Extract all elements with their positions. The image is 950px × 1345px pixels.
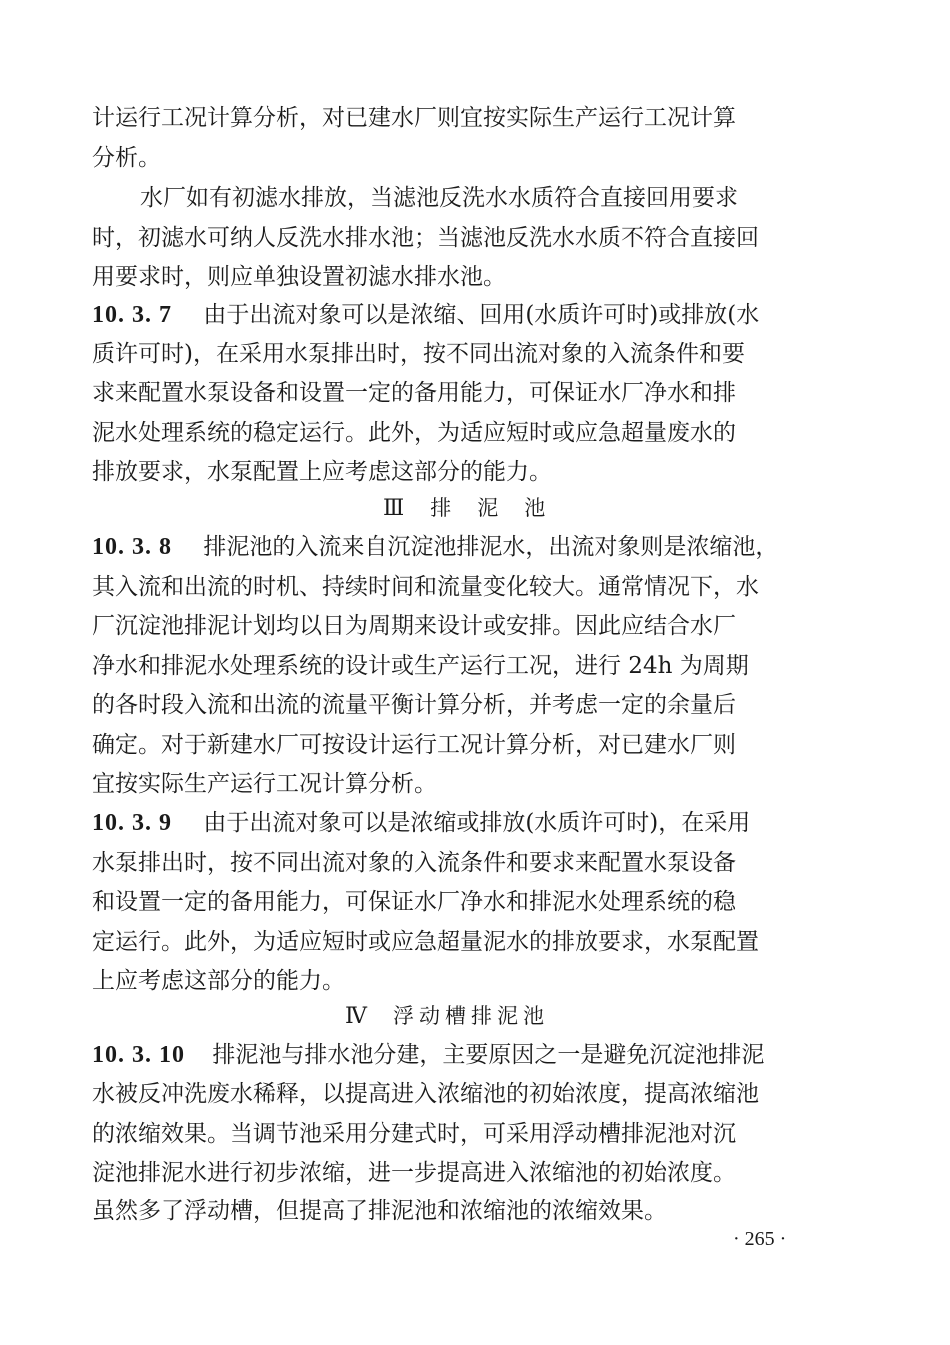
text-line: 定运行。此外，为适应短时或应急超量泥水的排放要求，水泵配置 xyxy=(92,929,759,955)
clause-10-3-10 xyxy=(92,1040,764,1070)
text-line: 净水和排泥水处理系统的设计或生产运行工况，进行 24h 为周期 xyxy=(92,653,749,679)
text-line: 泥水处理系统的稳定运行。此外，为适应短时或应急超量废水的 xyxy=(92,420,736,446)
section-roman-numeral: Ⅳ xyxy=(345,1003,367,1028)
text-line: 排泥池与排水池分建，主要原因之一是避免沉淀池排泥 xyxy=(212,1042,765,1068)
clause-10-3-8 xyxy=(92,532,778,562)
clause-number: 10. 3. 7 xyxy=(92,302,172,328)
text-line: 其入流和出流的时机、持续时间和流量变化较大。通常情况下，水 xyxy=(92,574,759,600)
clause-10-3-9 xyxy=(92,808,750,838)
text-line: 水厂如有初滤水排放，当滤池反洗水水质符合直接回用要求 xyxy=(140,185,738,211)
section-heading-iv xyxy=(345,1001,549,1031)
text-line: 由于出流对象可以是浓缩或排放(水质许可时)，在采用 xyxy=(203,810,751,836)
clause-10-3-7 xyxy=(92,300,759,330)
section-title: 浮动槽排泥池 xyxy=(392,1004,549,1028)
text-line: 水被反冲洗废水稀释，以提高进入浓缩池的初始浓度，提高浓缩池 xyxy=(92,1081,759,1107)
text-line: 上应考虑这部分的能力。 xyxy=(92,968,345,994)
section-title: 排泥池 xyxy=(430,496,572,520)
text-line: 淀池排泥水进行初步浓缩，进一步提高进入浓缩池的初始浓度。 xyxy=(92,1160,736,1186)
text-line: 确定。对于新建水厂可按设计运行工况计算分析，对已建水厂则 xyxy=(92,732,736,758)
clause-number: 10. 3. 9 xyxy=(92,810,172,836)
clause-number: 10. 3. 8 xyxy=(92,534,172,560)
text-line: 的各时段入流和出流的流量平衡计算分析，并考虑一定的余量后 xyxy=(92,692,736,718)
section-heading-iii xyxy=(383,493,571,523)
text-line: 的浓缩效果。当调节池采用分建式时，可采用浮动槽排泥池对沉 xyxy=(92,1121,736,1147)
text-line: 分析。 xyxy=(92,145,161,171)
text-line: 虽然多了浮动槽，但提高了排泥池和浓缩池的浓缩效果。 xyxy=(92,1198,667,1224)
text-line: 计运行工况计算分析，对已建水厂则宜按实际生产运行工况计算 xyxy=(92,105,736,131)
text-line: 由于出流对象可以是浓缩、回用(水质许可时)或排放(水 xyxy=(203,302,760,328)
text-line: 质许可时)，在采用水泵排出时，按不同出流对象的入流条件和要 xyxy=(92,341,745,367)
text-line: 宜按实际生产运行工况计算分析。 xyxy=(92,771,437,797)
text-line: 用要求时，则应单独设置初滤水排水池。 xyxy=(92,264,506,290)
text-line: 排泥池的入流来自沉淀池排泥水，出流对象则是浓缩池， xyxy=(203,534,779,560)
page-number: · 265 · xyxy=(733,1228,787,1250)
text-line: 水泵排出时，按不同出流对象的入流条件和要求来配置水泵设备 xyxy=(92,850,736,876)
text-line: 求来配置水泵设备和设置一定的备用能力，可保证水厂净水和排 xyxy=(92,380,736,406)
section-roman-numeral: Ⅲ xyxy=(383,495,405,520)
text-line: 和设置一定的备用能力，可保证水厂净水和排泥水处理系统的稳 xyxy=(92,889,736,915)
text-line: 排放要求，水泵配置上应考虑这部分的能力。 xyxy=(92,459,552,485)
clause-number: 10. 3. 10 xyxy=(92,1042,185,1068)
text-line: 时，初滤水可纳人反洗水排水池；当滤池反洗水水质不符合直接回 xyxy=(92,225,759,251)
text-line: 厂沉淀池排泥计划均以日为周期来设计或安排。因此应结合水厂 xyxy=(92,613,736,639)
